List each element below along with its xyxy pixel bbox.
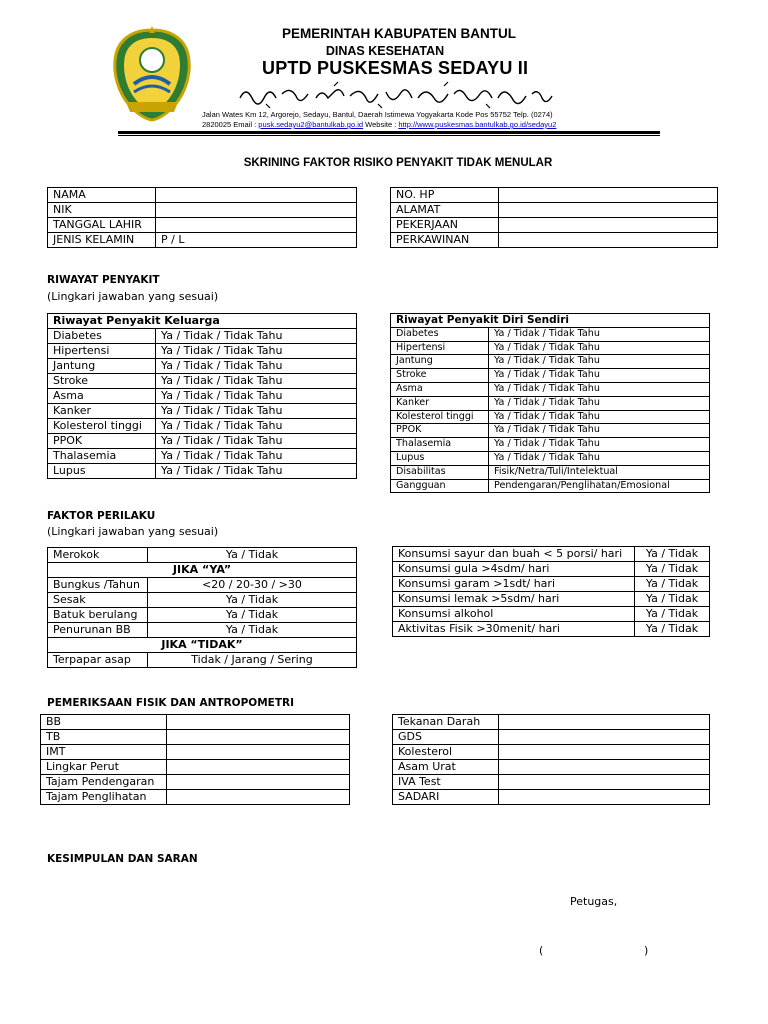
answer-options[interactable]: Ya / Tidak [635,592,710,607]
no-hp-label: NO. HP [391,188,499,203]
row-label: Diabetes [48,329,156,344]
table-row [48,608,357,623]
tb-field[interactable] [167,730,350,745]
identity-table-right [390,187,718,248]
table-header-row [48,314,357,329]
alamat-field[interactable] [499,203,718,218]
answer-options[interactable]: Tidak / Jarang / Sering [148,653,357,668]
tanggal-lahir-field[interactable] [156,218,357,233]
answer-options[interactable]: Ya / Tidak [635,577,710,592]
table-row [48,449,357,464]
row-label: TB [41,730,167,745]
table-row [391,188,718,203]
tekanan-darah-field[interactable] [499,715,710,730]
table-row [48,218,357,233]
jenis-kelamin-label: JENIS KELAMIN [48,233,156,248]
table-row [393,790,710,805]
row-label: Aktivitas Fisik >30menit/ hari [393,622,635,637]
answer-options[interactable]: Ya / Tidak / Tidak Tahu [489,451,710,465]
kesimpulan-heading: KESIMPULAN DAN SARAN [47,853,198,865]
row-label: Kolesterol tinggi [48,419,156,434]
row-label: Kolesterol tinggi [391,410,489,424]
table-row [391,369,710,383]
answer-options[interactable]: Ya / Tidak [635,547,710,562]
table-row [48,419,357,434]
table-row [391,233,718,248]
alamat-label: ALAMAT [391,203,499,218]
riwayat-sendiri-table [390,313,710,493]
table-row [391,479,710,493]
row-label: Asma [48,389,156,404]
table-row [48,344,357,359]
row-label: Sesak [48,593,148,608]
row-label: Jantung [391,355,489,369]
table-row [393,607,710,622]
table-subheader-row [48,563,357,578]
fisik-table-right [392,714,710,805]
perkawinan-field[interactable] [499,233,718,248]
nama-label: NAMA [48,188,156,203]
row-label: Konsumsi gula >4sdm/ hari [393,562,635,577]
jika-tidak-label: JIKA “TIDAK” [48,638,357,653]
table-row [48,578,357,593]
row-label: Stroke [48,374,156,389]
fisik-table-left [40,714,350,805]
gds-field[interactable] [499,730,710,745]
row-label: Tajam Pendengaran [41,775,167,790]
imt-field[interactable] [167,745,350,760]
pekerjaan-label: PEKERJAAN [391,218,499,233]
row-label: Kolesterol [393,745,499,760]
table-row [41,715,350,730]
table-row [393,730,710,745]
signature-name-field[interactable] [548,944,642,958]
row-label: Asma [391,382,489,396]
table-row [41,760,350,775]
row-label: Lingkar Perut [41,760,167,775]
answer-options[interactable]: Ya / Tidak / Tidak Tahu [489,438,710,452]
row-label: Tekanan Darah [393,715,499,730]
row-label: SADARI [393,790,499,805]
table-row [41,790,350,805]
phone-email-prefix: 2820025 Email : [202,120,259,129]
nik-field[interactable] [156,203,357,218]
table-row [48,464,357,479]
table-row [41,730,350,745]
row-label: Disabilitas [391,465,489,479]
table-row [393,562,710,577]
table-row [391,355,710,369]
lingkar-perut-field[interactable] [167,760,350,775]
table-row [393,622,710,637]
department-name: DINAS KESEHATAN [325,44,445,58]
table-row [391,218,718,233]
row-label: BB [41,715,167,730]
table-row [393,745,710,760]
row-label: Lupus [391,451,489,465]
table-row [391,382,710,396]
sadari-field[interactable] [499,790,710,805]
answer-options[interactable]: Ya / Tidak [635,607,710,622]
answer-options[interactable]: Fisik/Netra/Tuli/Intelektual [489,465,710,479]
row-label: Lupus [48,464,156,479]
answer-options[interactable]: Ya / Tidak / Tidak Tahu [156,434,357,449]
row-label: Hipertensi [48,344,156,359]
perkawinan-label: PERKAWINAN [391,233,499,248]
website-prefix: Website : [363,120,399,129]
row-label: GDS [393,730,499,745]
row-label: Hipertensi [391,341,489,355]
table-row [391,396,710,410]
row-label: Konsumsi lemak >5sdm/ hari [393,592,635,607]
petugas-label: Petugas, [570,895,618,908]
row-label: Kanker [391,396,489,410]
letterhead-rule-thin [118,135,660,136]
table-row [48,188,357,203]
perilaku-instruction: (Lingkari jawaban yang sesuai) [47,525,219,538]
javanese-script-text [236,80,556,110]
answer-options[interactable]: Ya / Tidak [148,623,357,638]
table-header-row [391,314,710,328]
answer-options[interactable]: Ya / Tidak [148,593,357,608]
table-row [393,775,710,790]
table-row [391,424,710,438]
row-label: PPOK [48,434,156,449]
keluarga-header: Riwayat Penyakit Keluarga [48,314,357,329]
merokok-answer[interactable]: Ya / Tidak [148,548,357,563]
row-label: Terpapar asap [48,653,148,668]
website-link[interactable]: http://www.puskesmas.bantulkab.go.id/sedayu2 [398,120,557,129]
institution-name: UPTD PUSKESMAS SEDAYU II [262,58,529,78]
nama-field[interactable] [156,188,357,203]
answer-options[interactable]: Ya / Tidak / Tidak Tahu [489,396,710,410]
jika-ya-label: JIKA “YA” [48,563,357,578]
address-text: Jalan Wates Km 12, Argorejo, Sedayu, Bantul, Daerah Istimewa Yogyakarta Kode Pos 55752 Telp. (0274) [202,110,553,119]
table-row [48,653,357,668]
fisik-heading: PEMERIKSAAN FISIK DAN ANTROPOMETRI [47,697,294,709]
row-label: Diabetes [391,327,489,341]
table-row [41,775,350,790]
table-row [48,548,357,563]
row-label: Gangguan [391,479,489,493]
form-title: SKRINING FAKTOR RISIKO PENYAKIT TIDAK MENULAR [243,157,553,169]
row-label: Thalasemia [391,438,489,452]
table-row [48,389,357,404]
nik-label: NIK [48,203,156,218]
jenis-kelamin-field[interactable]: P / L [156,233,357,248]
answer-options[interactable]: Ya / Tidak / Tidak Tahu [489,382,710,396]
table-row [393,715,710,730]
answer-options[interactable]: Ya / Tidak / Tidak Tahu [489,424,710,438]
answer-options[interactable]: Ya / Tidak / Tidak Tahu [156,329,357,344]
answer-options[interactable]: Ya / Tidak / Tidak Tahu [156,389,357,404]
signature-open-paren: ( [539,944,544,957]
answer-options[interactable]: Ya / Tidak / Tidak Tahu [156,344,357,359]
table-row [393,547,710,562]
answer-options[interactable]: Pendengaran/Penglihatan/Emosional [489,479,710,493]
merokok-table [47,547,357,668]
answer-options[interactable]: Ya / Tidak / Tidak Tahu [156,419,357,434]
answer-options[interactable]: Ya / Tidak / Tidak Tahu [156,374,357,389]
iva-test-field[interactable] [499,775,710,790]
pekerjaan-field[interactable] [499,218,718,233]
tanggal-lahir-label: TANGGAL LAHIR [48,218,156,233]
row-label: Bungkus /Tahun [48,578,148,593]
table-row [393,760,710,775]
row-label: Jantung [48,359,156,374]
table-row [48,593,357,608]
answer-options[interactable]: Ya / Tidak / Tidak Tahu [489,355,710,369]
table-row [391,438,710,452]
table-row [48,623,357,638]
table-row [48,434,357,449]
riwayat-instruction: (Lingkari jawaban yang sesuai) [47,290,219,303]
table-row [48,374,357,389]
bb-field[interactable] [167,715,350,730]
merokok-label: Merokok [48,548,148,563]
row-label: Batuk berulang [48,608,148,623]
table-row [391,410,710,424]
row-label: IMT [41,745,167,760]
answer-options[interactable]: Ya / Tidak / Tidak Tahu [489,327,710,341]
table-row [48,233,357,248]
table-row [48,359,357,374]
answer-options[interactable]: Ya / Tidak / Tidak Tahu [156,449,357,464]
row-label: Tajam Penglihatan [41,790,167,805]
row-label: Asam Urat [393,760,499,775]
email-link[interactable]: pusk.sedayu2@bantulkab.go.id [258,120,364,129]
table-row [41,745,350,760]
table-row [48,404,357,419]
table-row [393,592,710,607]
riwayat-heading: RIWAYAT PENYAKIT [47,274,160,286]
answer-options[interactable]: Ya / Tidak / Tidak Tahu [489,369,710,383]
table-row [391,451,710,465]
konsumsi-table [392,546,710,637]
tajam-pendengaran-field[interactable] [167,775,350,790]
row-label: Thalasemia [48,449,156,464]
letterhead-rule-thick [118,131,660,134]
row-label: Stroke [391,369,489,383]
answer-options[interactable]: Ya / Tidak [635,622,710,637]
table-row [391,341,710,355]
letterhead-address [202,110,642,130]
identity-table-left [47,187,357,248]
row-label: PPOK [391,424,489,438]
table-row [391,203,718,218]
answer-options[interactable]: Ya / Tidak / Tidak Tahu [156,359,357,374]
table-row [391,465,710,479]
row-label: Kanker [48,404,156,419]
no-hp-field[interactable] [499,188,718,203]
government-name: PEMERINTAH KABUPATEN BANTUL [282,26,516,41]
table-row [393,577,710,592]
table-subheader-row [48,638,357,653]
row-label: IVA Test [393,775,499,790]
row-label: Konsumsi alkohol [393,607,635,622]
riwayat-keluarga-table [47,313,357,479]
answer-options[interactable]: Ya / Tidak [635,562,710,577]
row-label: Konsumsi sayur dan buah < 5 porsi/ hari [393,547,635,562]
signature-close-paren: ) [644,944,649,957]
row-label: Konsumsi garam >1sdt/ hari [393,577,635,592]
row-label: Penurunan BB [48,623,148,638]
answer-options[interactable]: Ya / Tidak / Tidak Tahu [489,341,710,355]
table-row [48,203,357,218]
answer-options[interactable]: Ya / Tidak [148,608,357,623]
perilaku-heading: FAKTOR PERILAKU [47,510,156,522]
table-row [48,329,357,344]
kolesterol-field[interactable] [499,745,710,760]
tajam-penglihatan-field[interactable] [167,790,350,805]
asam-urat-field[interactable] [499,760,710,775]
answer-options[interactable]: Ya / Tidak / Tidak Tahu [156,464,357,479]
answer-options[interactable]: <20 / 20-30 / >30 [148,578,357,593]
answer-options[interactable]: Ya / Tidak / Tidak Tahu [489,410,710,424]
table-row [391,327,710,341]
answer-options[interactable]: Ya / Tidak / Tidak Tahu [156,404,357,419]
sendiri-header: Riwayat Penyakit Diri Sendiri [391,314,710,328]
